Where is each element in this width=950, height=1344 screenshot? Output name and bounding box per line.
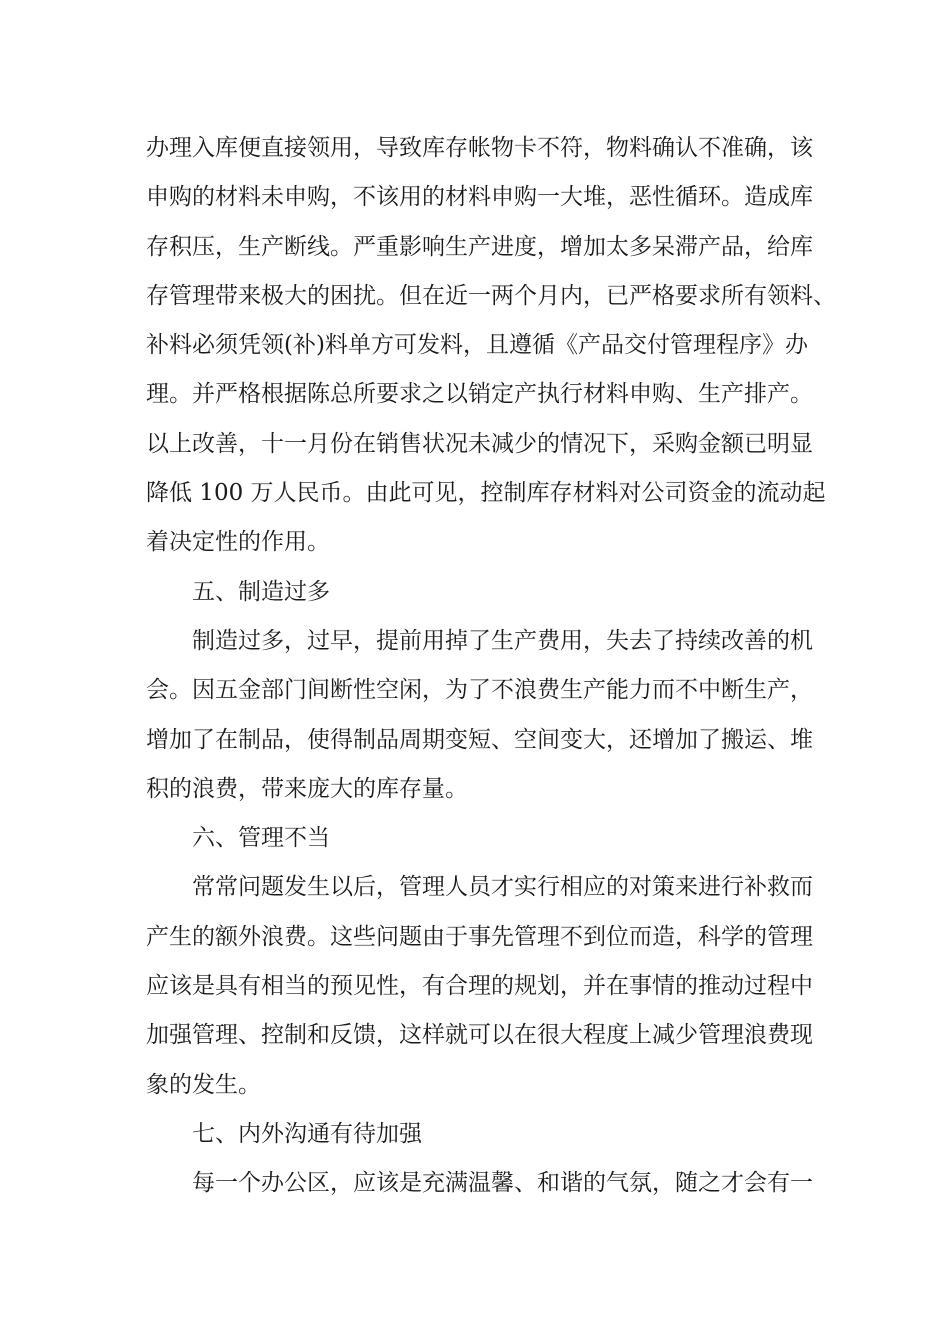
text-line: 应该是具有相当的预见性，有合理的规划，并在事情的推动过程中 [146,973,813,1000]
text-line: 降低 100 万人民币。由此可见，控制库存材料对公司资金的流动起 [146,480,826,507]
text-line: 象的发生。 [146,1071,261,1098]
text-line: 理。并严格根据陈总所要求之以销定产执行材料申购、生产排产。 [146,381,813,408]
text-line: 积的浪费，带来庞大的库存量。 [146,775,468,802]
text-line: 会。因五金部门间断性空闲，为了不浪费生产能力而不中断生产， [146,677,813,704]
text-line: 申购的材料未申购，不该用的材料申购一大堆，恶性循环。造成库 [146,184,813,211]
text-line: 以上改善，十一月份在销售状况未减少的情况下，采购金额已明显 [146,430,813,457]
section-heading: 七、内外沟通有待加强 [192,1120,422,1147]
paragraph-first-line: 每一个办公区，应该是充满温馨、和谐的气氛，随之才会有一 [192,1170,813,1197]
text-line: 着决定性的作用。 [146,529,330,556]
text-line: 办理入库便直接领用，导致库存帐物卡不符，物料确认不准确，该 [146,135,813,161]
text-line: 产生的额外浪费。这些问题由于事先管理不到位而造，科学的管理 [146,923,813,950]
text-line: 存积压，生产断线。严重影响生产进度，增加太多呆滞产品，给库 [146,233,813,260]
text-line: 补料必须凭领(补)料单方可发料，且遵循《产品交付管理程序》办 [146,332,808,359]
text-line: 存管理带来极大的困扰。但在近一两个月内，已严格要求所有领料、 [146,282,836,309]
document-body [146,124,836,1209]
paragraph-first-line: 常常问题发生以后，管理人员才实行相应的对策来进行补救而 [192,874,813,901]
text-line: 加强管理、控制和反馈，这样就可以在很大程度上减少管理浪费现 [146,1022,813,1049]
section-heading: 六、管理不当 [192,825,330,852]
text-line: 增加了在制品，使得制品周期变短、空间变大，还增加了搬运、堆 [146,726,813,753]
paragraph-first-line: 制造过多，过早，提前用掉了生产费用，失去了持续改善的机 [192,627,813,654]
section-heading: 五、制造过多 [192,578,330,605]
